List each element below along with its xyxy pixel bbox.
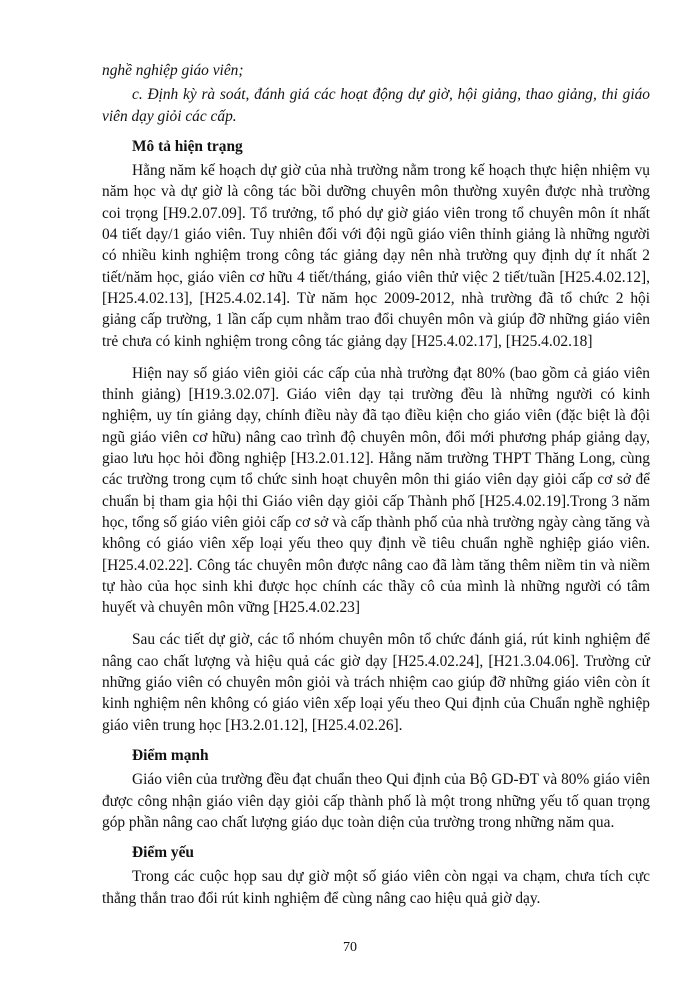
heading-weaknesses: Điểm yếu (132, 844, 194, 862)
page-number: 70 (343, 940, 357, 955)
paragraph-2: Hiện nay số giáo viên giỏi các cấp của nhà trường đạt 80% (bao gồm cả giáo viên thỉnh giảng) [H19.3.02.07]. Giáo viên dạy tại trường đều là những người có kinh nghiệm, uy tín giảng dạy, chính điều này đã tạo điều kiện cho giáo viên (đặc biệt là đội ngũ giáo viên cơ hữu) nâng cao trình độ chuyên môn, đổi mới phương pháp giảng dạy, giao lưu học hỏi đồng nghiệp [H3.2.01.12]. Hằng năm trường THPT Thăng Long, cùng các trường trong cụm tổ chức sinh hoạt chuyên môn thi giáo viên dạy giỏi cấp cơ sở để chuẩn bị tham gia hội thi Giáo viên dạy giỏi cấp Thành phố [H25.4.02.19].Trong 3 năm học, tổng số giáo viên giỏi cấp cơ sở và cấp thành phố của nhà trường ngày càng tăng và không có giáo viên xếp loại yếu theo quy định về tiêu chuẩn nghề nghiệp giáo viên. [H25.4.02.22]. Công tác chuyên môn được nâng cao đã làm tăng thêm niềm tin và niềm tự hào của học sinh khi được học chính các thầy cô của mình là những người có tâm huyết và chuyên môn vững [H25.4.02.23] (102, 364, 650, 617)
document-page (102, 60, 650, 909)
paragraph-strengths: Giáo viên của trường đều đạt chuẩn theo Qui định của Bộ GD-ĐT và 80% giáo viên được công nhận giáo viên dạy giỏi cấp thành phố là một trong những yếu tố quan trọng góp phần nâng cao chất lượng giáo dục toàn diện của trường trong những năm qua. (102, 771, 650, 831)
paragraph-3: Sau các tiết dự giờ, các tổ nhóm chuyên môn tổ chức đánh giá, rút kinh nghiệm để nâng cao chất lượng và hiệu quả các giờ dạy [H25.4.02.24], [H21.3.04.06]. Trường cử những giáo viên có chuyên môn giỏi và trách nhiệm cao giúp đỡ những giáo viên còn ít kinh nghiệm nên không có giáo viên xếp loại yếu theo Qui định của Chuẩn nghề nghiệp giáo viên trung học [H3.2.01.12], [H25.4.02.26]. (102, 631, 650, 734)
paragraph-1: Hằng năm kế hoạch dự giờ của nhà trường nằm trong kế hoạch thực hiện nhiệm vụ năm học và dự giờ là công tác bồi dưỡng chuyên môn thường xuyên được nhà trường coi trọng [H9.2.07.09]. Tổ trưởng, tổ phó dự giờ giáo viên trong tổ chuyên môn ít nhất 04 tiết dạy/1 giáo viên. Tuy nhiên đối với đội ngũ giáo viên thỉnh giảng là những người có nhiều kinh nghiệm trong công tác giảng dạy nên nhà trường quy định dự ít nhất 2 tiết/năm học, giáo viên cơ hữu 4 tiết/tháng, giáo viên thử việc 2 tiết/tuần [H25.4.02.12], [H25.4.02.13], [H25.4.02.14]. Từ năm học 2009-2012, nhà trường đã tổ chức 2 hội giảng cấp trường, 1 lần cấp cụm nhằm trao đổi chuyên môn và giúp đỡ những giáo viên trẻ chưa có kinh nghiệm trong công tác giảng dạy [H25.4.02.17], [H25.4.02.18] (102, 162, 650, 350)
continuation-line: nghề nghiệp giáo viên; (102, 62, 244, 79)
paragraph-weaknesses: Trong các cuộc họp sau dự giờ một số giáo viên còn ngại va chạm, chưa tích cực thẳng thắn trao đổi rút kinh nghiệm để cùng nâng cao hiệu quả giờ dạy. (102, 868, 650, 907)
heading-strengths: Điểm mạnh (132, 746, 209, 764)
list-item-c: c. Định kỳ rà soát, đánh giá các hoạt động dự giờ, hội giảng, thao giảng, thi giáo viên dạy giỏi các cấp. (102, 86, 650, 125)
heading-current-state: Mô tả hiện trạng (132, 137, 243, 155)
